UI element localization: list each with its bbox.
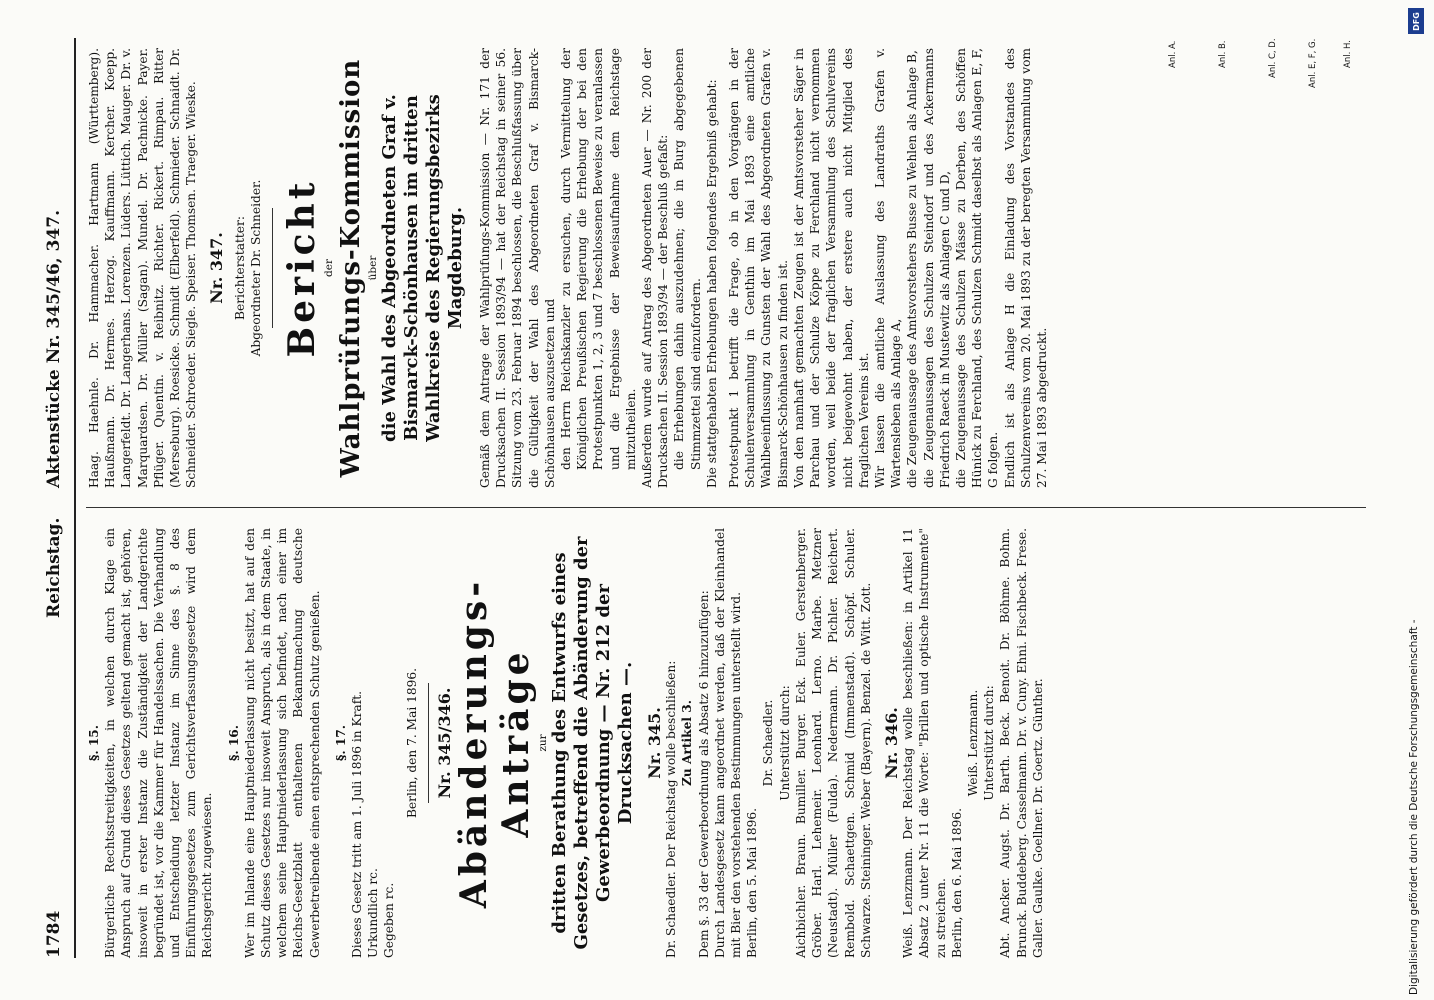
nr-345-346: Nr. 345/346. xyxy=(434,687,454,799)
paragraph-9: die Zeugenaussage des Amtsvorstehers Busse zu Wehlen als Anlage B, xyxy=(905,50,920,488)
section-17-text: Dieses Gesetz tritt am 1. Juli 1896 in Kraft. xyxy=(350,691,365,958)
anlage-a-note: Anl. A. xyxy=(1168,40,1178,68)
names-list-top: Haag. Haehnle. Dr. Hammacher. Hartmann (Württemberg). Haußmann. Dr. Hermes. Herzog. Kauffmann. Kercher. Koepp. Langerfeldt. Dr. Langerhans. Lorenzen. Lüders. Lüttich. Mauger. Dr. v. Marquardsen. Dr. Müller (Sagan). Mundel. Dr. Pachnicke. Payer. Pflüger. Quentin. v. Reibnitz. Richter. Rickert. Rimpau. Ritter (Merseburg). Roesicke. Schmidt (Elberfeld). Schmieder. Schnaidt. Dr. Schneider. Schroeder. Siegle. Speiser. Thomsen. Traeger. Wieske. xyxy=(87,48,199,488)
date-line-2: Berlin, den 5. Mai 1896. xyxy=(745,807,760,958)
urkundlich: Urkundlich rc. xyxy=(366,868,381,958)
header-title: Aktenstücke Nr. 345/46, 347. xyxy=(44,209,64,488)
abgeordneter-name: Abgeordneter Dr. Schneider. xyxy=(248,179,263,357)
weiss-antrag: Weiß. Lenzmann. Der Reichstag wolle beschließen: in Artikel 11 Absatz 2 unter Nr. 11 die Worte: "Brillen und optische Instrumente" zu streichen. xyxy=(901,528,948,958)
supporters-list-1: Aichbichler. Braun. Bumiller. Burger. Eck. Euler. Gerstenberger. Gröber. Harl. Lehemeir. Leonhard. Lerno. Marbe. Metzner (Neustadt). Müller (Fulda). Nedermann. Dr. Pichler. Reichert. Rembold. Schaettgen. Schmid (Immenstadt). Schöpf. Schuler. Schwarze. Steininger. Weber (Bayern). Benzel. de Witt. Zott. xyxy=(793,528,873,958)
signature-weiss: Weiß. Lenzmann. xyxy=(965,689,980,797)
dfg-logo: DFG xyxy=(1408,8,1424,34)
digitalisierung-note: Digitalisierung gefördert durch die Deutsche Forschungsgemeinschaft - xyxy=(1408,619,1420,995)
signature-schaedler: Dr. Schaedler. xyxy=(761,699,776,787)
unterstuetzt-1: Unterstützt durch: xyxy=(777,685,792,801)
section-16-text: Wer im Inlande eine Hauptniederlassung nicht besitzt, hat auf den Schutz dieses Gesetzes nur insoweit Anspruch, als in dem Staate, in welchem seine Hauptniederlassung sich befindet, nach einer im Reichs-Gesetzblatt enthaltenen Bekanntmachung deutsche Gewerbetreibende einen entsprechenden Schutz genießen. xyxy=(242,528,322,958)
nr-346: Nr. 346. xyxy=(881,707,901,779)
anlage-cd-note: Anl. C, D. xyxy=(1268,38,1278,78)
page-number: 1784 xyxy=(44,910,64,958)
paragraph-5: Die stattgehabten Erhebungen haben folgendes Ergebniß gehabt: xyxy=(704,79,719,488)
landesgesetz-text: Durch Landesgesetz kann angeordnet werden, daß der Kleinhandel mit Bier den vorstehenden Bestimmungen unterstellt wird. xyxy=(712,528,744,958)
nr-347: Nr. 347. xyxy=(207,232,227,304)
paragraph-3: Außerdem wurde auf Antrag des Abgeordneten Auer — Nr. 200 der Drucksachen II. Session 1893/94 — der Beschluß gefaßt: xyxy=(640,48,671,488)
left-column xyxy=(86,528,1046,958)
column-separator xyxy=(86,507,1366,508)
ueber-label: über xyxy=(367,255,380,281)
page-header xyxy=(38,38,72,958)
unterstuetzt-2: Unterstützt durch: xyxy=(982,685,997,801)
wahl-title: die Wahl des Abgeordneten Graf v. Bismarck-Schönhausen im dritten Wahlkreise des Regierungsbezirks Magdeburg. xyxy=(379,94,467,442)
section-15-heading: §. 15. xyxy=(87,724,101,762)
right-column xyxy=(86,48,1050,488)
kommission-heading: Wahlprüfungs-Kommission xyxy=(336,58,367,478)
paragraph-6: Protestpunkt 1 betrifft die Frage, ob in den Vorgängen in der Schulenversammlung in Genthin im Mai 1893 eine amtliche Wahlbeeinflussung zu Gunsten der Wahl des Abgeordneten Grafen v. Bismarck-Schönhausen zu finden ist. xyxy=(727,48,790,488)
section-15-text: Bürgerliche Rechtsstreitigkeiten, in welchen durch Klage ein Anspruch auf Grund dieses Gesetzes geltend gemacht ist, gehören, insoweit in erster Instanz die Zuständigkeit der Landgerichte begründet ist, vor die Kammer für Handelssachen. Die Verhandlung und Entscheidung letzter Instanz im Sinne des §. 8 des Einführungsgesetzes zum Gerichtsverfassungsgesetze wird dem Reichsgericht zugewiesen. xyxy=(103,528,215,958)
anlage-h-note: Anl. H. xyxy=(1343,40,1353,68)
date-line-1: Berlin, den 7. Mai 1896. xyxy=(404,667,419,819)
paragraph-12: Endlich ist als Anlage H die Einladung des Vorstandes des Schulzenvereins vom 20. Mai 1893 zu der beregten Versammlung vom 27. Mai 1893 abgedruckt. xyxy=(1002,48,1049,488)
paragraph-4: die Erhebungen dahin auszudehnen; die in Burg abgegebenen Stimmzettel sind einzufordern. xyxy=(672,48,703,470)
berichterstatter-label: Berichterstatter: xyxy=(232,216,247,320)
zu-artikel-3: Zu Artikel 3. xyxy=(680,700,695,786)
schaedler-intro: Dr. Schaedler. Der Reichstag wolle beschließen: xyxy=(664,660,679,958)
nr-345: Nr. 345. xyxy=(645,707,665,779)
supporters-list-2: Abt. Ancker. Augst. Dr. Barth. Beck. Benoit. Dr. Böhme. Bohm. Brunck. Buddeberg. Casselmann. Dr. v. Cuny. Ehni. Fischbeck. Frese. Galler. Gaulke. Goellner. Dr. Goertz. Günther. xyxy=(998,528,1045,958)
antraege-heading: Abänderungs-Anträge xyxy=(453,577,538,909)
section-17-heading: §. 17. xyxy=(333,724,348,762)
paragraph-10: die Zeugenaussagen des Schulzen Steindorf und des Ackermanns Friedrich Raeck in Mustewitz als Anlagen C und D, xyxy=(921,48,952,488)
header-reichstag: Reichstag. xyxy=(44,517,64,618)
rotated-page-content xyxy=(38,38,1398,958)
section-16-heading: §. 16. xyxy=(226,724,241,762)
der-label: der xyxy=(323,259,336,277)
paragraph-8: Wir lassen die amtliche Auslassung des Landraths Grafen v. Wartensleben als Anlage A, xyxy=(872,48,904,488)
divider-1 xyxy=(428,683,429,803)
paragraph-2: den Herrn Reichskanzler zu ersuchen, durch Vermittelung der Königlichen Preußischen Regierung die Erhebung der bei den Protestpunkten 1, 2, 3 und 7 beschlossenen Beweise zu veranlassen und die Ergebnisse der Beweisaufnahme dem Reichstage mitzutheilen. xyxy=(559,48,638,470)
beratung-title: dritten Berathung des Entwurfs eines Gesetzes, betreffend die Abänderung der Gewerbeordnung — Nr. 212 der Drucksachen —. xyxy=(549,536,637,950)
paragraph-7: Von den namhaft gemachten Zeugen ist der Amtsvorsteher Säger in Parchau und der Schulze Köppe zu Ferchland nicht vernommen worden, weil beide der fraglichen Versammlung des Schulvereins nicht beigewohnt haben, der erstere auch nicht Mitglied des fraglichen Vereins ist. xyxy=(791,48,871,488)
anlage-b-note: Anl. B. xyxy=(1218,40,1228,68)
anlage-efg-note: Anl. E, F, G. xyxy=(1308,38,1318,88)
dem-paragraph: Dem §. 33 der Gewerbeordnung als Absatz 6 hinzuzufügen: xyxy=(696,590,711,958)
paragraph-1: Gemäß dem Antrage der Wahlprüfungs-Kommission — Nr. 171 der Drucksachen II. Session 1893/94 — hat der Reichstag in seiner 56. Sitzung vom 23. Februar 1894 beschlossen, die Beschlußfassung über die Gültigkeit der Wahl des Abgeordneten Graf v. Bismarck-Schönhausen auszusetzen und xyxy=(478,48,557,488)
gegeben: Gegeben rc. xyxy=(382,882,397,958)
header-rule xyxy=(74,38,76,958)
zur-label: zur xyxy=(537,734,550,752)
divider-2 xyxy=(272,208,273,328)
bericht-heading: Bericht xyxy=(281,178,324,358)
date-line-3: Berlin, den 6. Mai 1896. xyxy=(949,807,964,958)
paragraph-11: die Zeugenaussage des Schulzen Mässe zu Derben, des Schöffen Hünick zu Ferchland, des Schulzen Schmidt daselbst als Anlagen E, F, G folgen. xyxy=(953,48,1001,488)
